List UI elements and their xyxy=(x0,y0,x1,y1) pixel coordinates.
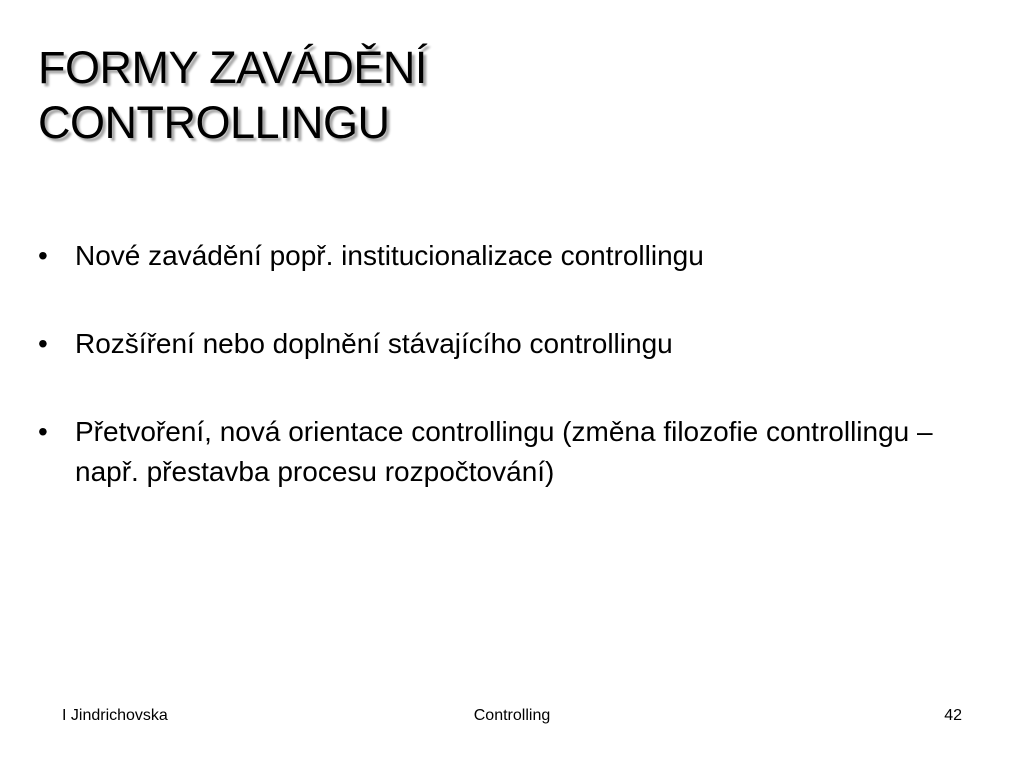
bullet-marker: • xyxy=(38,240,48,271)
slide-title-line-2: CONTROLLINGU xyxy=(38,97,390,148)
footer-page-number: 42 xyxy=(944,707,962,724)
slide-title xyxy=(38,40,938,150)
slide-title-line-1: FORMY ZAVÁDĚNÍ xyxy=(38,42,427,93)
footer-author: I Jindrichovska xyxy=(62,707,168,724)
bullet-item-1 xyxy=(38,236,958,276)
bullet-text: Rozšíření nebo doplnění stávajícího controllingu xyxy=(75,328,673,359)
bullet-item-3 xyxy=(38,412,958,492)
bullet-marker: • xyxy=(38,328,48,359)
bullet-item-2 xyxy=(38,324,958,364)
bullet-text: Nové zavádění popř. institucionalizace controllingu xyxy=(75,240,704,271)
bullet-list xyxy=(38,236,958,540)
bullet-text: Přetvoření, nová orientace controllingu (změna filozofie controllingu – např. přestavba procesu rozpočtování) xyxy=(75,416,933,487)
bullet-marker: • xyxy=(38,416,48,447)
footer-topic: Controlling xyxy=(473,707,551,724)
